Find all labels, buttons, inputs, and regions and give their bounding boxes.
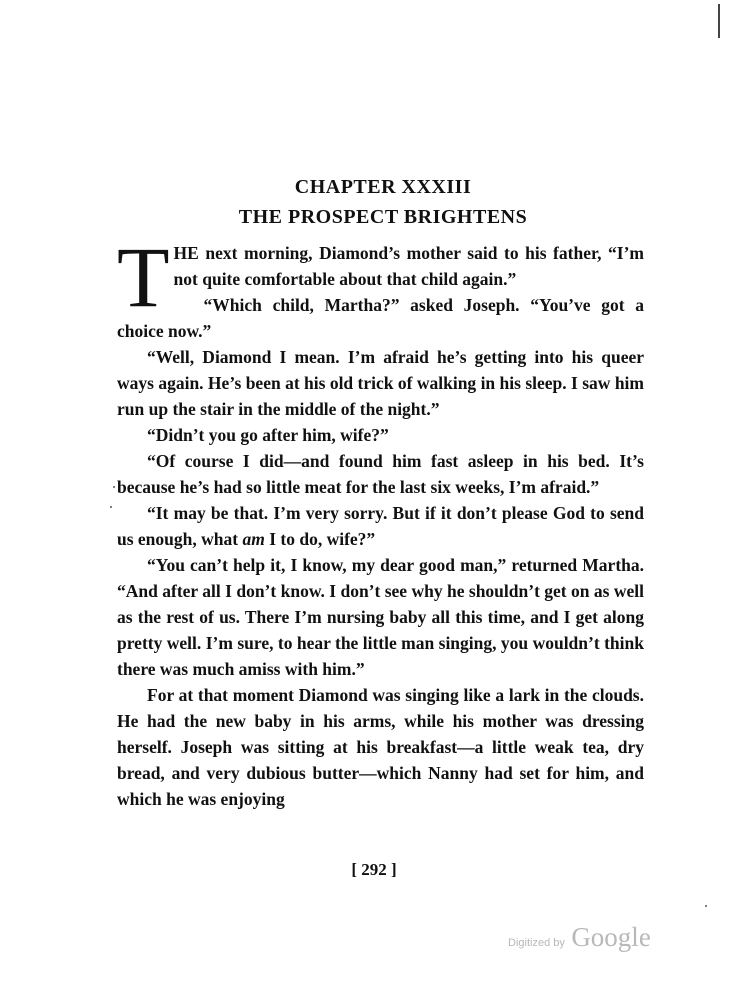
chapter-title: THE PROSPECT BRIGHTENS — [238, 206, 528, 228]
paragraph: “Which child, Martha?” asked Joseph. “You’ve got a choice now.” — [117, 295, 644, 341]
paragraph: “Didn’t you go after him, wife?” — [147, 425, 389, 445]
paragraph-text: “It may be that. I’m very sorry. But if it don’t please God to send us enough, what — [117, 503, 644, 549]
paragraph — [117, 500, 644, 552]
watermark-prefix: Digitized by — [508, 937, 565, 949]
paragraph-text: next morning, Diamond’s mother said to his father, “I’m not quite comfortable about that child again.” — [173, 243, 644, 289]
opening-word: HE — [173, 243, 199, 263]
paragraph: “Well, Diamond I mean. I’m afraid he’s getting into his queer ways again. He’s been at his old trick of walking in his sleep. I saw him run up the stair in the middle of the night.” — [117, 347, 644, 419]
page-edge-mark — [718, 4, 720, 38]
scan-speck — [705, 905, 707, 907]
paragraph: For at that moment Diamond was singing like a lark in the clouds. He had the new baby in his arms, while his mother was dressing herself. Joseph was sitting at his breakfast—a little weak tea, dry bread, and very dubious butter—which Nanny had set for him, and which he was enjoying — [117, 685, 644, 809]
chapter-number: CHAPTER XXXIII — [294, 176, 472, 198]
chapter-body — [117, 229, 644, 812]
emphasis-text: am — [242, 529, 265, 549]
paragraph-text: I to do, wife?” — [264, 529, 376, 549]
google-logo: Google — [571, 922, 651, 952]
digitized-watermark — [508, 922, 651, 953]
paragraph: “You can’t help it, I know, my dear good man,” returned Martha. “And after all I don’t know. I don’t see why he shouldn’t get on as well as the rest of us. There I’m nursing baby all this time, and I get along pretty well. I’m sure, to hear the little man singing, you wouldn’t think there was much amiss with him.” — [117, 555, 644, 679]
drop-cap: T — [117, 229, 170, 325]
scan-speck — [113, 486, 115, 488]
page-number: [ 292 ] — [351, 860, 397, 879]
scan-speck — [110, 506, 112, 508]
paragraph: “Of course I did—and found him fast asleep in his bed. It’s because he’s had so little meat for the last six weeks, I’m afraid.” — [117, 451, 644, 497]
